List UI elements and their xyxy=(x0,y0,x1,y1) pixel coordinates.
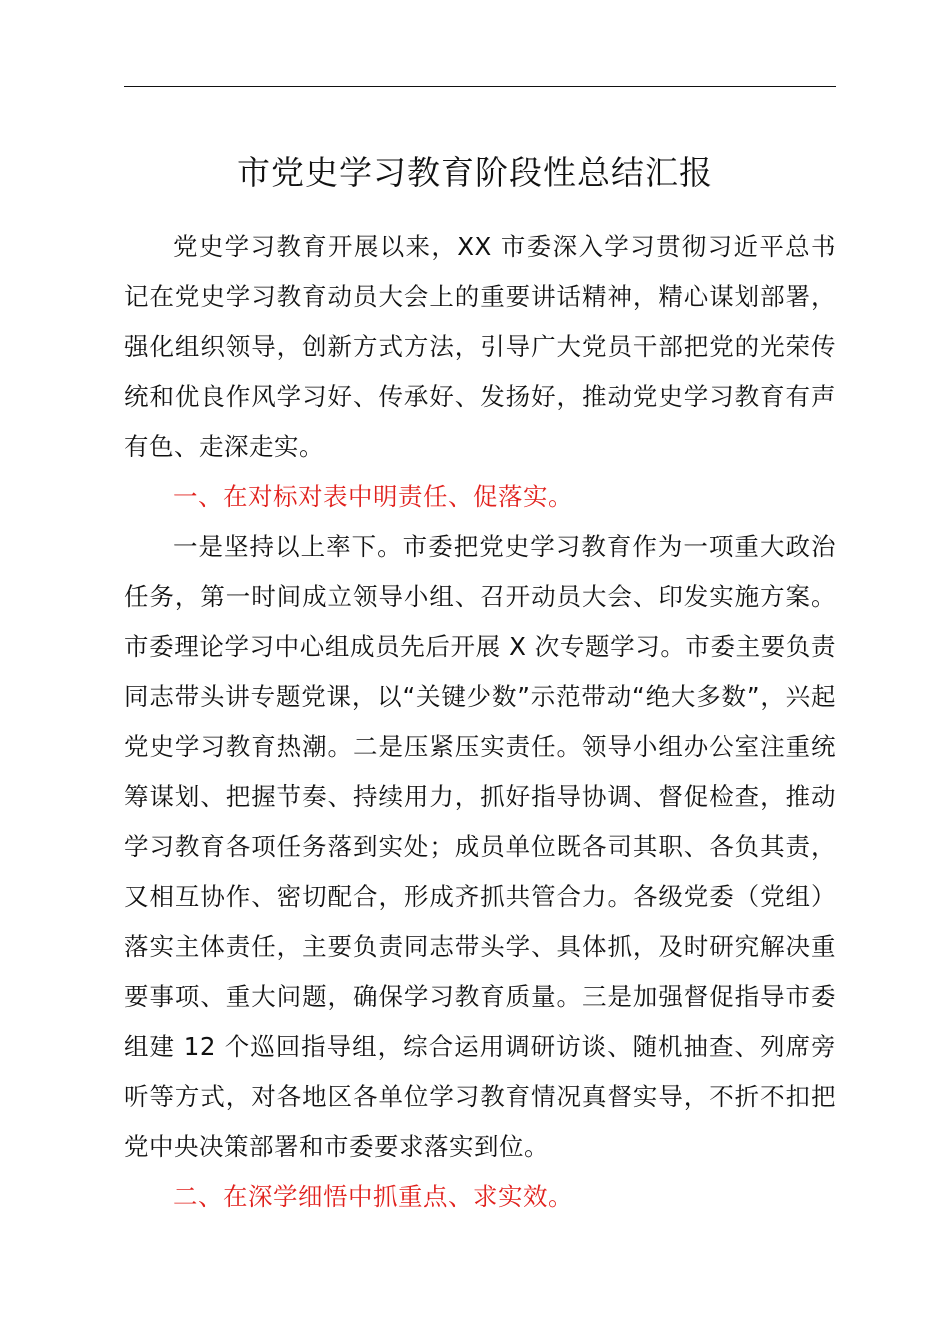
section-heading-2: 二、在深学细悟中抓重点、求实效。 xyxy=(173,1182,573,1211)
header-rule xyxy=(124,86,836,87)
document-body xyxy=(124,222,836,1222)
intro-paragraph: 党史学习教育开展以来，XX 市委深入学习贯彻习近平总书记在党史学习教育动员大会上的重要讲话精神，精心谋划部署，强化组织领导，创新方式方法，引导广大党员干部把党的光荣传统和优良作风学习好、传承好、发扬好，推动党史学习教育有声有色、走深走实。 xyxy=(124,232,836,461)
section-1-paragraph: 一是坚持以上率下。市委把党史学习教育作为一项重大政治任务，第一时间成立领导小组、召开动员大会、印发实施方案。市委理论学习中心组成员先后开展 X 次专题学习。市委主要负责同志带头讲专题党课，以“关键少数”示范带动“绝大多数”，兴起党史学习教育热潮。二是压紧压实责任。领导小组办公室注重统筹谋划、把握节奏、持续用力，抓好指导协调、督促检查，推动学习教育各项任务落到实处；成员单位既各司其职、各负其责，又相互协作、密切配合，形成齐抓共管合力。各级党委（党组）落实主体责任，主要负责同志带头学、具体抓，及时研究解决重要事项、重大问题，确保学习教育质量。三是加强督促指导市委组建 12 个巡回指导组，综合运用调研访谈、随机抽查、列席旁听等方式，对各地区各单位学习教育情况真督实导，不折不扣把党中央决策部署和市委要求落实到位。 xyxy=(124,532,836,1161)
section-heading-1: 一、在对标对表中明责任、促落实。 xyxy=(173,482,573,511)
document-title: 市党史学习教育阶段性总结汇报 xyxy=(237,153,713,192)
